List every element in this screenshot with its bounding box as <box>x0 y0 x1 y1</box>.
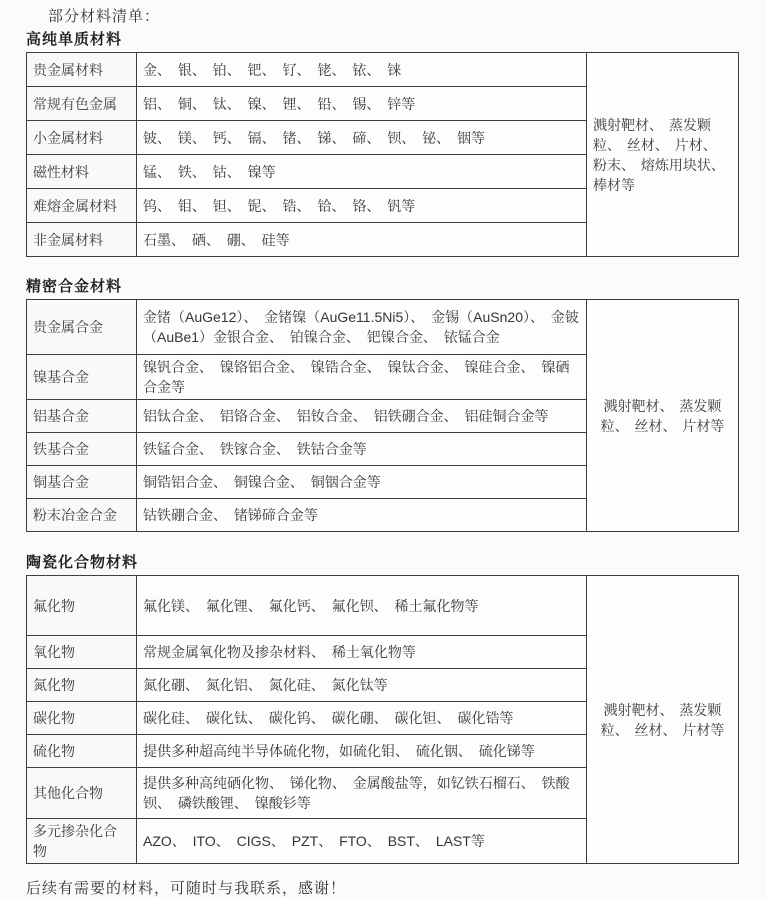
items-cell: 钴铁硼合金、 锗锑碲合金等 <box>137 499 587 532</box>
items-cell: 提供多种超高纯半导体硫化物，如硫化钼、 硫化铟、 硫化锑等 <box>137 735 587 768</box>
category-cell: 硫化物 <box>27 735 137 768</box>
category-cell: 常规有色金属 <box>27 87 137 121</box>
section-header-elements: 高纯单质材料 <box>26 31 123 48</box>
category-cell: 氟化物 <box>27 576 137 636</box>
items-cell: 锰、 铁、 钴、 镍等 <box>137 155 587 189</box>
product-forms-cell: 溅射靶材、 蒸发颗粒、 丝材、 片材、 粉末、 熔炼用块状、 棒材等 <box>587 53 739 257</box>
items-cell: 铝、 铜、 钛、 镍、 锂、 铅、 锡、 锌等 <box>137 87 587 121</box>
section-header-alloys: 精密合金材料 <box>26 278 123 295</box>
alloys-table <box>26 299 739 532</box>
items-cell: 氟化镁、 氟化锂、 氟化钙、 氟化钡、 稀土氟化物等 <box>137 576 587 636</box>
items-cell: 金、 银、 铂、 钯、 钌、 铑、 铱、 铼 <box>137 53 587 87</box>
category-cell: 粉末冶金合金 <box>27 499 137 532</box>
items-cell: 金锗（AuGe12）、 金锗镍（AuGe11.5Ni5）、 金锡（AuSn20）、 金铍（AuBe1）金银合金、 铂镍合金、 钯镍合金、 铱锰合金 <box>137 300 587 355</box>
category-cell: 氮化物 <box>27 669 137 702</box>
category-cell: 多元掺杂化合物 <box>27 819 137 864</box>
items-cell: 铁锰合金、 铁镓合金、 铁钴合金等 <box>137 433 587 466</box>
category-cell: 铝基合金 <box>27 400 137 433</box>
category-cell: 难熔金属材料 <box>27 189 137 223</box>
category-cell: 氧化物 <box>27 636 137 669</box>
items-cell: AZO、 ITO、 CIGS、 PZT、 FTO、 BST、 LAST等 <box>137 819 587 864</box>
table-row <box>27 576 739 636</box>
items-cell: 铍、 镁、 钙、 镉、 锗、 锑、 碲、 钡、 铋、 铟等 <box>137 121 587 155</box>
category-cell: 镍基合金 <box>27 355 137 400</box>
category-cell: 碳化物 <box>27 702 137 735</box>
items-cell: 铝钛合金、 铝铬合金、 铝钕合金、 铝铁硼合金、 铝硅铜合金等 <box>137 400 587 433</box>
section-ceramic-compounds <box>26 553 766 864</box>
items-cell: 铜锆铝合金、 铜镍合金、 铜铟合金等 <box>137 466 587 499</box>
section-header-ceramics: 陶瓷化合物材料 <box>26 554 139 571</box>
product-forms-cell: 溅射靶材、 蒸发颗粒、 丝材、 片材等 <box>587 576 739 864</box>
footer-note: 后续有需要的材料，可随时与我联系，感谢！ <box>26 880 347 897</box>
items-cell: 碳化硅、 碳化钛、 碳化钨、 碳化硼、 碳化钽、 碳化锆等 <box>137 702 587 735</box>
category-cell: 其他化合物 <box>27 768 137 819</box>
page-title: 部分材料清单： <box>48 8 161 25</box>
category-cell: 铁基合金 <box>27 433 137 466</box>
items-cell: 提供多种高纯硒化物、 锑化物、 金属酸盐等，如钇铁石榴石、 铁酸钡、 磷铁酸锂、 镍酸钐等 <box>137 768 587 819</box>
ceramics-table <box>26 575 739 864</box>
category-cell: 小金属材料 <box>27 121 137 155</box>
items-cell: 石墨、 硒、 硼、 硅等 <box>137 223 587 257</box>
items-cell: 镍钒合金、 镍铬铝合金、 镍锆合金、 镍钛合金、 镍硅合金、 镍硒合金等 <box>137 355 587 400</box>
table-row <box>27 300 739 355</box>
product-forms-cell: 溅射靶材、 蒸发颗粒、 丝材、 片材等 <box>587 300 739 532</box>
section-precision-alloys <box>26 277 766 532</box>
items-cell: 氮化硼、 氮化铝、 氮化硅、 氮化钛等 <box>137 669 587 702</box>
section-high-purity-elements <box>26 30 766 257</box>
category-cell: 磁性材料 <box>27 155 137 189</box>
items-cell: 常规金属氧化物及掺杂材料、 稀土氧化物等 <box>137 636 587 669</box>
table-row <box>27 53 739 87</box>
category-cell: 非金属材料 <box>27 223 137 257</box>
category-cell: 贵金属合金 <box>27 300 137 355</box>
category-cell: 贵金属材料 <box>27 53 137 87</box>
items-cell: 钨、 钼、 钽、 铌、 锆、 铪、 铬、 钒等 <box>137 189 587 223</box>
elements-table <box>26 52 739 257</box>
category-cell: 铜基合金 <box>27 466 137 499</box>
